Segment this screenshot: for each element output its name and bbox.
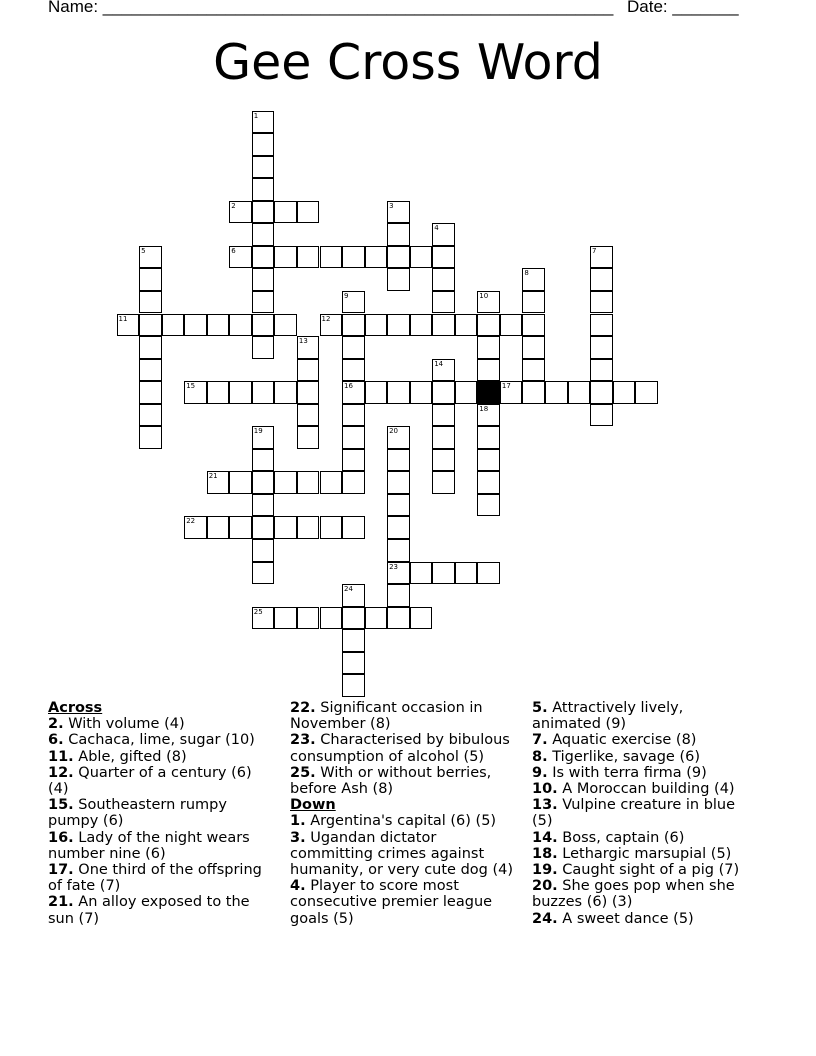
grid-cell[interactable] [252,449,275,472]
grid-cell[interactable] [522,359,545,382]
clue-item: 3. Ugandan dictator committing crimes against humanity, or very cute dog (4) [290,829,513,879]
grid-cell[interactable] [252,291,275,314]
grid-cell[interactable] [387,562,410,585]
grid-cell[interactable] [432,268,455,291]
grid-cell[interactable] [432,291,455,314]
grid-cell[interactable] [590,268,613,291]
grid-cell[interactable] [229,381,252,404]
grid-cell[interactable] [297,201,320,224]
grid-cell[interactable] [342,516,365,539]
cell-number: 2 [231,201,236,210]
grid-cell[interactable] [252,426,275,449]
clue-item: 5. Attractively lively, animated (9) [532,700,684,733]
grid-cell[interactable] [455,562,478,585]
cell-number: 1 [253,111,259,120]
grid-cell[interactable] [455,381,478,404]
grid-cell[interactable] [297,404,320,427]
grid-cell[interactable] [410,607,433,630]
grid-cell[interactable] [139,268,162,291]
grid-cell[interactable] [252,156,275,179]
grid-cell[interactable] [252,111,275,134]
grid-cell[interactable] [590,246,613,269]
grid-cell[interactable] [342,291,365,314]
grid-cell[interactable] [410,314,433,337]
grid-cell[interactable] [477,359,500,382]
grid-cell[interactable] [342,584,365,607]
cell-number: 15 [186,382,196,391]
grid-cell[interactable] [274,246,297,269]
clue-item: 18. Lethargic marsupial (5) [532,845,732,862]
grid-cell[interactable] [297,381,320,404]
grid-cell[interactable] [590,359,613,382]
grid-cell[interactable] [432,314,455,337]
clue-item: 6. Cachaca, lime, sugar (10) [48,732,255,749]
grid-cell[interactable] [590,381,613,404]
grid-cell[interactable] [342,359,365,382]
grid-cell[interactable] [613,381,636,404]
grid-cell[interactable] [590,291,613,314]
clue-column-3 [532,700,747,927]
grid-cell[interactable] [252,336,275,359]
cell-number: 20 [389,427,399,436]
grid-cell[interactable] [432,471,455,494]
clue-item: 8. Tigerlike, savage (6) [532,748,701,765]
grid-cell[interactable] [320,314,343,337]
grid-cell[interactable] [252,246,275,269]
cell-number: 7 [592,246,597,255]
grid-cell[interactable] [139,246,162,269]
grid-cell[interactable] [252,268,275,291]
clue-item: 13. Vulpine creature in blue (5) [532,797,736,830]
cell-number: 16 [344,382,353,391]
grid-cell[interactable] [207,381,230,404]
cell-number: 24 [344,585,353,593]
grid-cell[interactable] [184,314,207,337]
grid-cell[interactable] [297,246,320,269]
grid-cell[interactable] [477,471,500,494]
grid-cell[interactable] [455,314,478,337]
grid-cell[interactable] [252,607,275,630]
clue-item: 24. A sweet dance (5) [532,910,694,927]
grid-cell[interactable] [139,426,162,449]
clue-item: 21. An alloy exposed to the sun (7) [48,894,250,927]
puzzle-title: Gee Cross Word [213,34,603,91]
cell-number: 13 [298,337,308,345]
cell-number: 11 [118,314,128,323]
grid-cell[interactable] [590,314,613,337]
clue-item: 11. Able, gifted (8) [48,748,187,765]
grid-cell[interactable] [477,291,500,314]
grid-cell[interactable] [387,314,410,337]
grid-cell[interactable] [568,381,591,404]
clue-item: 19. Caught sight of a pig (7) [532,862,740,879]
grid-cell[interactable] [184,516,207,539]
cell-number: 3 [389,201,394,210]
grid-cell[interactable] [545,381,568,404]
grid-cell[interactable] [320,471,343,494]
grid-cell[interactable] [387,268,410,291]
grid-cell[interactable] [410,246,433,269]
grid-cell[interactable] [297,359,320,382]
grid-cell[interactable] [297,471,320,494]
grid-cell[interactable] [139,381,162,404]
grid-cell[interactable] [477,426,500,449]
date-line: Date: _______ [627,0,739,16]
cell-number: 25 [253,607,263,616]
clue-item: 14. Boss, captain (6) [532,829,685,846]
cell-number: 18 [479,404,489,413]
grid-cell[interactable] [432,426,455,449]
grid-cell[interactable] [365,246,388,269]
grid-cell[interactable] [274,471,297,494]
cell-number: 12 [321,314,331,323]
clue-item: 15. Southeastern rumpy pumpy (6) [48,797,227,830]
clue-item: 23. Characterised by bibulous consumption of alcohol (5) [290,732,510,765]
clue-item: 7. Aquatic exercise (8) [532,732,697,749]
grid-cell[interactable] [274,201,297,224]
grid-cell[interactable] [522,336,545,359]
cell-number: 10 [479,291,489,300]
grid-cell[interactable] [387,471,410,494]
black-cell [477,381,500,404]
grid-cell[interactable] [320,516,343,539]
grid-cell[interactable] [139,314,162,337]
grid-cell[interactable] [432,359,455,382]
name-line: Name: ______________________________________________________ [48,0,614,16]
grid-cell[interactable] [342,629,365,652]
grid-cell[interactable] [590,404,613,427]
grid-cell[interactable] [635,381,658,404]
grid-cell[interactable] [342,404,365,427]
grid-cell[interactable] [410,562,433,585]
grid-cell[interactable] [477,336,500,359]
grid-cell[interactable] [229,314,252,337]
grid-cell[interactable] [252,471,275,494]
cell-number: 6 [231,246,236,255]
cell-number: 17 [501,382,511,391]
grid-cell[interactable] [274,607,297,630]
grid-cell[interactable] [477,562,500,585]
cell-number: 23 [389,562,399,571]
clue-column-1 [48,700,273,927]
grid-cell[interactable] [207,471,230,494]
grid-cell[interactable] [342,336,365,359]
grid-cell[interactable] [432,246,455,269]
clue-item: 1. Argentina's capital (6) (5) [290,813,497,830]
grid-cell[interactable] [522,291,545,314]
grid-cell[interactable] [522,314,545,337]
clue-item: 4. Player to score most consecutive premier league goals (5) [290,878,493,927]
grid-cell[interactable] [522,381,545,404]
grid-cell[interactable] [500,314,523,337]
grid-cell[interactable] [320,607,343,630]
grid-cell[interactable] [297,516,320,539]
grid-cell[interactable] [410,381,433,404]
grid-cell[interactable] [117,314,140,337]
grid-cell[interactable] [342,426,365,449]
grid-cell[interactable] [342,471,365,494]
clue-item: 10. A Moroccan building (4) [532,781,735,798]
grid-cell[interactable] [387,426,410,449]
clue-item: 22. Significant occasion in November (8) [290,700,483,733]
cell-number: 21 [208,472,218,481]
grid-cell[interactable] [477,494,500,517]
grid-cell[interactable] [274,381,297,404]
cell-number: 9 [344,291,349,300]
grid-cell[interactable] [274,314,297,337]
grid-cell[interactable] [590,336,613,359]
grid-cell[interactable] [342,607,365,630]
grid-cell[interactable] [297,607,320,630]
grid-cell[interactable] [207,314,230,337]
grid-cell[interactable] [139,404,162,427]
clue-item: 9. Is with terra firma (9) [532,764,707,781]
grid-cell[interactable] [342,246,365,269]
grid-cell[interactable] [387,516,410,539]
grid-cell[interactable] [342,449,365,472]
grid-cell[interactable] [162,314,185,337]
grid-cell[interactable] [252,178,275,201]
across-heading: Across [48,700,103,716]
grid-cell[interactable] [252,314,275,337]
grid-cell[interactable] [252,539,275,562]
grid-cell[interactable] [342,674,365,697]
grid-cell[interactable] [365,381,388,404]
grid-cell[interactable] [387,607,410,630]
clue-item: 17. One third of the offspring of fate (7) [48,862,262,895]
clue-item: 25. With or without berries, before Ash (8) [290,764,492,798]
grid-cell[interactable] [139,336,162,359]
cell-number: 8 [524,269,529,278]
grid-cell[interactable] [387,223,410,246]
grid-cell[interactable] [229,471,252,494]
cell-number: 4 [434,224,439,233]
clue-item: 2. With volume (4) [48,716,185,733]
grid-cell[interactable] [387,449,410,472]
grid-cell[interactable] [207,516,230,539]
grid-cell[interactable] [477,404,500,427]
grid-cell[interactable] [522,268,545,291]
grid-cell[interactable] [252,562,275,585]
grid-cell[interactable] [387,584,410,607]
grid-cell[interactable] [432,404,455,427]
grid-cell[interactable] [387,539,410,562]
clue-item: 12. Quarter of a century (6) (4) [48,764,252,798]
grid-cell[interactable] [432,381,455,404]
grid-cell[interactable] [252,381,275,404]
clue-item: 16. Lady of the night wears number nine (6) [48,829,250,862]
grid-cell[interactable] [342,652,365,675]
grid-cell[interactable] [342,314,365,337]
grid-cell[interactable] [500,381,523,404]
grid-cell[interactable] [297,336,320,359]
grid-cell[interactable] [477,314,500,337]
cell-number: 14 [434,359,444,368]
cell-number: 22 [186,517,196,526]
grid-cell[interactable] [252,201,275,224]
clue-item: 20. She goes pop when she buzzes (6) (3) [532,878,735,911]
grid-cell[interactable] [229,201,252,224]
grid-cell[interactable] [365,607,388,630]
grid-cell[interactable] [274,516,297,539]
grid-cell[interactable] [252,223,275,246]
grid-cell[interactable] [387,494,410,517]
down-heading: Down [290,797,336,814]
grid-cell[interactable] [365,314,388,337]
grid-cell[interactable] [432,449,455,472]
grid-cell[interactable] [139,359,162,382]
grid-cell[interactable] [252,516,275,539]
clue-column-2 [290,700,518,927]
grid-cell[interactable] [477,449,500,472]
grid-cell[interactable] [432,562,455,585]
cell-number: 19 [253,427,263,436]
grid-cell[interactable] [342,381,365,404]
grid-cell[interactable] [252,494,275,517]
grid-cell[interactable] [229,516,252,539]
grid-cell[interactable] [297,426,320,449]
grid-cell[interactable] [387,201,410,224]
grid-cell[interactable] [432,223,455,246]
grid-cell[interactable] [229,246,252,269]
grid-cell[interactable] [320,246,343,269]
grid-cell[interactable] [387,381,410,404]
grid-cell[interactable] [184,381,207,404]
grid-cell[interactable] [387,246,410,269]
grid-cell[interactable] [139,291,162,314]
grid-cell[interactable] [252,133,275,156]
cell-number: 5 [141,246,146,255]
